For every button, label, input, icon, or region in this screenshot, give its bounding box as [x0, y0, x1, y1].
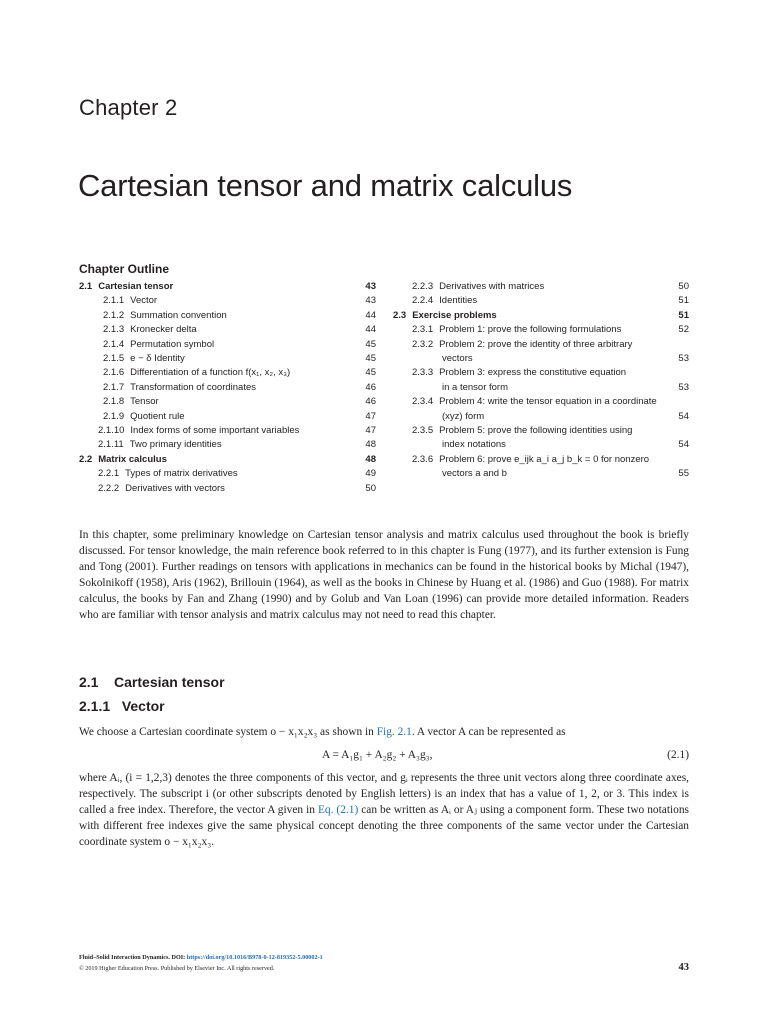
toc-entry[interactable] [79, 482, 376, 496]
toc-entry-page: 54 [678, 410, 689, 422]
toc-entry-number: 2.2 [79, 453, 93, 465]
toc-entry-title: index notations [442, 439, 506, 451]
toc-entry-title: in a tensor form [442, 381, 508, 393]
toc-entry[interactable] [79, 323, 376, 337]
toc-entry-page: 48 [365, 453, 376, 465]
toc-entry-page: 53 [678, 353, 689, 365]
toc-entry-number: 2.2.3 [412, 281, 434, 292]
page-number: 43 [678, 962, 689, 973]
toc-entry-title: Transformation of coordinates [130, 381, 256, 393]
toc-entry[interactable] [79, 294, 376, 308]
toc-entry-number: 2.1.4 [103, 338, 125, 350]
toc-entry-title: (xyz) form [442, 410, 485, 422]
toc-entry-title: Problem 2: prove the identity of three arbitrary [439, 338, 633, 350]
toc-entry[interactable] [393, 352, 689, 366]
toc-entry-title: Exercise problems [412, 309, 497, 321]
toc-entry-title: Tensor [130, 396, 159, 408]
toc-entry[interactable] [393, 294, 689, 308]
toc-entry-title: Derivatives with vectors [125, 482, 225, 494]
toc-entry-title: vectors a and b [442, 468, 507, 480]
vector-paragraph-text-start: We choose a Cartesian coordinate system o − x₁x₂x₃ as shown in [79, 726, 377, 738]
toc-entry-page: 47 [365, 410, 376, 422]
toc-entry-number: 2.1.11 [98, 439, 124, 451]
toc-entry[interactable] [393, 453, 689, 467]
toc-entry[interactable] [393, 410, 689, 424]
toc-entry-page: 43 [365, 281, 376, 292]
toc-entry-number: 2.1.8 [103, 396, 125, 408]
toc-entry[interactable] [79, 338, 376, 352]
chapter-title: Cartesian tensor and matrix calculus [78, 168, 573, 203]
toc-entry-number: 2.3.1 [412, 324, 434, 336]
toc-entry-page: 43 [365, 295, 376, 307]
toc-entry[interactable] [79, 467, 376, 481]
toc-entry-title: Types of matrix derivatives [125, 468, 238, 480]
footer-book: Fluid–Solid Interaction Dynamics. DOI: [79, 954, 187, 961]
toc-entry-page: 44 [365, 309, 376, 321]
toc-entry-number: 2.1.1 [103, 295, 125, 307]
toc-entry[interactable] [79, 381, 376, 395]
toc-entry-number: 2.3.3 [412, 367, 434, 379]
toc-entry-title: Index forms of some important variables [130, 425, 300, 437]
toc-entry-number: 2.2.4 [412, 295, 434, 307]
toc-entry[interactable] [393, 323, 689, 337]
equation: A = A₁g₁ + A₂g₂ + A₃g₃, [322, 749, 433, 761]
subsection-number: 2.1.1 [79, 698, 111, 714]
toc-entry[interactable] [79, 438, 376, 452]
chapter-outline-right-column [393, 280, 689, 482]
toc-entry-page: 47 [365, 425, 376, 437]
toc-entry[interactable] [393, 309, 689, 323]
toc-entry-page: 52 [678, 324, 689, 336]
vector-paragraph-text-end: . A vector A can be represented as [411, 726, 566, 738]
toc-entry-page: 51 [678, 309, 689, 321]
toc-entry-number: 2.1.3 [103, 324, 125, 336]
toc-entry[interactable] [393, 424, 689, 438]
section-heading [79, 674, 225, 690]
toc-entry[interactable] [393, 366, 689, 380]
toc-entry[interactable] [393, 467, 689, 481]
toc-entry-page: 53 [678, 381, 689, 393]
toc-entry-page: 49 [365, 468, 376, 480]
toc-entry-number: 2.1.2 [103, 309, 125, 321]
toc-entry[interactable] [393, 395, 689, 409]
figure-link[interactable]: Fig. 2.1 [376, 726, 412, 738]
footer-citation [79, 954, 323, 961]
toc-entry-number: 2.2.1 [98, 468, 120, 480]
toc-entry-title: Problem 4: write the tensor equation in a coordinate [439, 396, 657, 408]
toc-entry-page: 48 [365, 439, 376, 451]
toc-entry[interactable] [393, 338, 689, 352]
subsection-title: Vector [121, 698, 165, 714]
toc-entry-title: Summation convention [130, 309, 227, 321]
toc-entry-number: 2.1.5 [103, 353, 125, 365]
toc-entry-page: 46 [365, 381, 376, 393]
chapter-label: Chapter 2 [79, 95, 178, 120]
toc-entry-title: Problem 3: express the constitutive equation [439, 367, 627, 379]
toc-entry-page: 50 [678, 281, 689, 292]
chapter-outline-heading: Chapter Outline [79, 262, 170, 276]
toc-entry[interactable] [393, 438, 689, 452]
toc-entry-number: 2.1.7 [103, 381, 125, 393]
toc-entry[interactable] [393, 381, 689, 395]
toc-entry[interactable] [79, 352, 376, 366]
toc-entry-title: vectors [442, 353, 473, 365]
toc-entry-number: 2.3.5 [412, 425, 434, 437]
toc-entry-title: Vector [130, 295, 158, 307]
toc-entry[interactable] [79, 424, 376, 438]
footer-copyright: © 2019 Higher Education Press. Published by Elsevier Inc. All rights reserved. [79, 965, 275, 972]
toc-entry-number: 2.3 [393, 309, 407, 321]
chapter-outline-left-column [79, 280, 376, 496]
toc-entry-number: 2.1 [79, 281, 93, 292]
toc-entry-number: 2.3.4 [412, 396, 434, 408]
section-title: Cartesian tensor [114, 674, 225, 690]
doi-link[interactable]: https://doi.org/10.1016/B978-0-12-819352-5.00002-1 [186, 954, 323, 961]
equation-link[interactable]: Eq. (2.1) [317, 804, 359, 816]
toc-entry-title: Differentiation of a function f(x₁, x₂, x₃) [130, 367, 291, 379]
toc-entry-page: 45 [365, 353, 376, 365]
toc-entry-page: 46 [365, 396, 376, 408]
toc-entry-title: Problem 6: prove e_ijk a_i a_j b_k = 0 for nonzero [439, 453, 650, 465]
toc-entry-title: Matrix calculus [98, 453, 167, 465]
section-number: 2.1 [79, 674, 99, 690]
toc-entry-number: 2.1.9 [103, 410, 125, 422]
toc-entry-page: 51 [678, 295, 689, 307]
toc-entry-page: 54 [678, 439, 689, 451]
toc-entry-title: Permutation symbol [130, 338, 215, 350]
where-paragraph-text-start: where Aᵢ, (i = 1,2,3) denotes the three components of this vector, and gᵢ represents the three unit vectors along three coordinate axes, respectively. The subscript i (or other subscripts denoted by English letters) is an index that has a value of 1, 2, or 3. This index is called a free index. Therefore, the vector A given in [79, 772, 689, 816]
toc-entry[interactable] [79, 280, 376, 294]
toc-entry-page: 50 [365, 482, 376, 494]
toc-entry[interactable] [79, 395, 376, 409]
subsection-heading [79, 698, 165, 714]
toc-entry-number: 2.3.2 [412, 338, 434, 350]
equation-number: (2.1) [667, 749, 689, 761]
toc-entry-page: 55 [678, 468, 689, 480]
toc-entry-title: Derivatives with matrices [439, 281, 545, 292]
toc-entry-title: Problem 1: prove the following formulations [439, 324, 622, 336]
toc-entry[interactable] [79, 366, 376, 380]
toc-entry-number: 2.1.6 [103, 367, 125, 379]
toc-entry[interactable] [79, 309, 376, 323]
toc-entry[interactable] [393, 280, 689, 294]
toc-entry-title: Two primary identities [129, 439, 222, 451]
toc-entry-title: Cartesian tensor [98, 281, 174, 292]
toc-entry-title: Problem 5: prove the following identities using [439, 425, 633, 437]
toc-entry-number: 2.1.10 [98, 425, 125, 437]
toc-entry-title: Quotient rule [130, 410, 185, 422]
toc-entry-title: Kronecker delta [130, 324, 197, 336]
toc-entry-number: 2.2.2 [98, 482, 120, 494]
where-paragraph-text-end: can be written as Aᵢ or Aⱼ using a component form. These two notations with different free indexes give the same physical concept denoting the three components of the same vector under the Cartesian coordinate system o − x₁x₂x₃. [79, 804, 689, 848]
toc-entry-page: 45 [365, 367, 376, 379]
toc-entry-page: 45 [365, 338, 376, 350]
vector-paragraph [79, 724, 689, 740]
toc-entry[interactable] [79, 410, 376, 424]
toc-entry[interactable] [79, 453, 376, 467]
intro-paragraph: In this chapter, some preliminary knowledge on Cartesian tensor analysis and matrix calculus used throughout the book is briefly discussed. For tensor knowledge, the main reference book referred to in this chapter is Fung (1977), and its further extension is Fung and Tong (2001). Further readings on tensors with applications in mechanics can be found in the historical books by Michal (1947), Sokolnikoff (1958), Aris (1962), Brillouin (1964), as well as the books in Chinese by Huang et al. (1986) and Guo (1988). For matrix calculus, the books by Fan and Zhang (1990) and by Golub and Van Loan (1996) can provide more detailed information. Readers who are familiar with tensor analysis and matrix calculus may not need to read this chapter. [79, 529, 689, 621]
toc-entry-title: Identities [439, 295, 478, 307]
toc-entry-page: 44 [365, 324, 376, 336]
toc-entry-number: 2.3.6 [412, 453, 434, 465]
toc-entry-title: e − δ Identity [130, 353, 185, 365]
where-paragraph [79, 770, 689, 850]
